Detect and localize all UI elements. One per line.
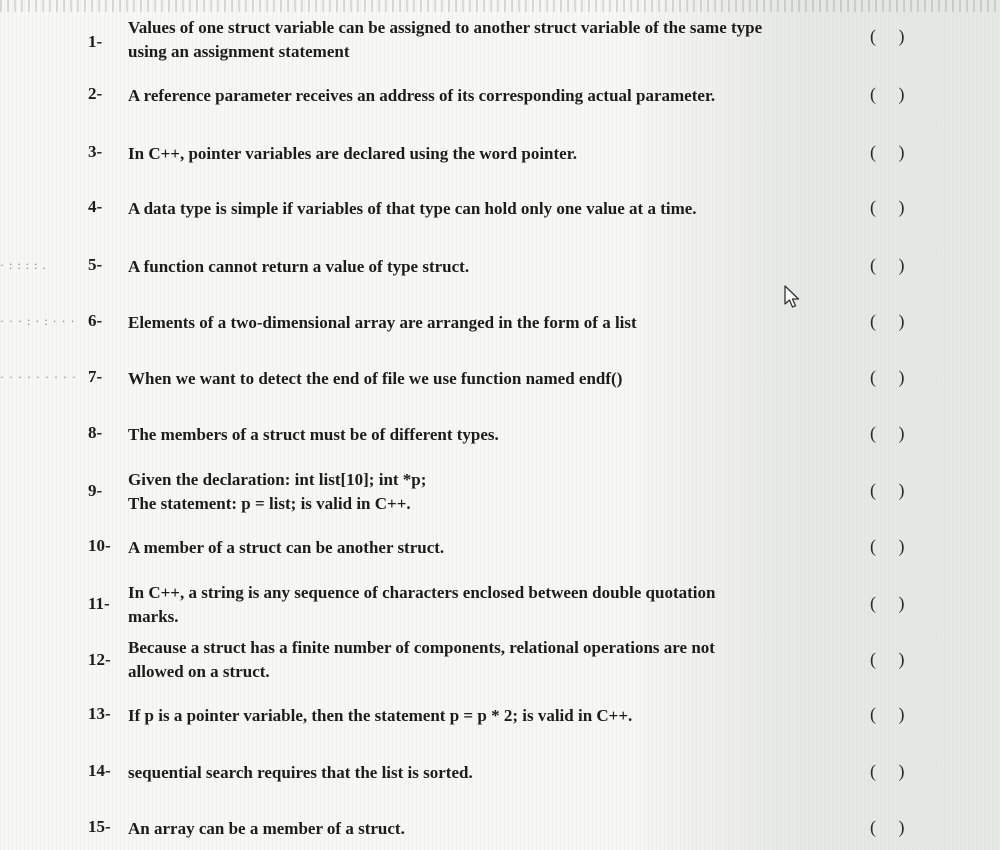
answer-parentheses[interactable]: ( ) [870,142,905,162]
question-number: 10- [88,536,111,555]
question-text-line: Given the declaration: int list[10]; int *p; [128,470,427,489]
question-number: 7- [88,367,103,386]
answer-parentheses[interactable]: ( ) [870,311,905,331]
answer-parentheses[interactable]: ( ) [870,761,905,781]
question-text-line: A function cannot return a value of type struct. [128,257,470,276]
question-text-line: Because a struct has a finite number of components, relational operations are not [128,638,715,657]
question-number: 12- [88,650,111,669]
question-text-line: allowed on a struct. [128,662,270,681]
question-text [128,142,853,166]
question-text-line: When we want to detect the end of file we use function named endf() [128,369,623,388]
question-text-line: A member of a struct can be another struct. [128,538,445,557]
scan-noise-top [0,0,1000,12]
question-text [128,704,853,728]
question-text-line: An array can be a member of a struct. [128,819,405,838]
answer-parentheses[interactable]: ( ) [870,255,905,275]
answer-parentheses[interactable]: ( ) [870,26,905,46]
scan-artifact-left: · · · · · · · · · [0,370,77,384]
question-number: 1- [88,32,103,51]
question-number: 6- [88,311,103,330]
question-number: 4- [88,197,103,216]
question-text [128,255,853,279]
question-number: 8- [88,423,103,442]
question-text-line: In C++, pointer variables are declared using the word pointer. [128,144,577,163]
answer-parentheses[interactable]: ( ) [870,704,905,724]
answer-parentheses[interactable]: ( ) [870,649,905,669]
question-text-line: marks. [128,607,179,626]
answer-parentheses[interactable]: ( ) [870,536,905,556]
question-text-line: using an assignment statement [128,42,350,61]
question-number: 13- [88,704,111,723]
answer-parentheses[interactable]: ( ) [870,817,905,837]
question-text [128,423,853,447]
question-number: 15- [88,817,111,836]
question-text [128,311,853,335]
question-text-line: Values of one struct variable can be assigned to another struct variable of the same type [128,18,763,37]
question-text [128,636,853,684]
answer-parentheses[interactable]: ( ) [870,480,905,500]
answer-parentheses[interactable]: ( ) [870,367,905,387]
question-text-line: If p is a pointer variable, then the statement p = p * 2; is valid in C++. [128,706,633,725]
scan-artifact-left: · : : : : . [0,258,47,272]
question-text-line: In C++, a string is any sequence of characters enclosed between double quotation [128,583,716,602]
question-text [128,197,853,221]
question-text [128,84,853,108]
scan-artifact-left: · · · : · : · · · [0,314,76,328]
mouse-cursor-icon [783,285,801,309]
answer-parentheses[interactable]: ( ) [870,423,905,443]
question-text-line: A data type is simple if variables of that type can hold only one value at a time. [128,199,697,218]
question-number: 2- [88,84,103,103]
question-text-line: A reference parameter receives an address of its corresponding actual parameter. [128,86,716,105]
question-text [128,367,853,391]
question-text [128,536,853,560]
question-number: 11- [88,594,110,613]
question-text-line: The members of a struct must be of different types. [128,425,499,444]
answer-parentheses[interactable]: ( ) [870,593,905,613]
question-text-line: The statement: p = list; is valid in C++. [128,494,411,513]
answer-parentheses[interactable]: ( ) [870,84,905,104]
question-number: 9- [88,481,103,500]
question-text [128,16,853,64]
question-text [128,817,853,841]
question-text [128,761,853,785]
answer-parentheses[interactable]: ( ) [870,197,905,217]
question-text [128,468,853,516]
question-number: 14- [88,761,111,780]
question-text-line: sequential search requires that the list is sorted. [128,763,473,782]
question-number: 5- [88,255,103,274]
question-text-line: Elements of a two-dimensional array are arranged in the form of a list [128,313,637,332]
question-number: 3- [88,142,103,161]
question-text [128,581,853,629]
